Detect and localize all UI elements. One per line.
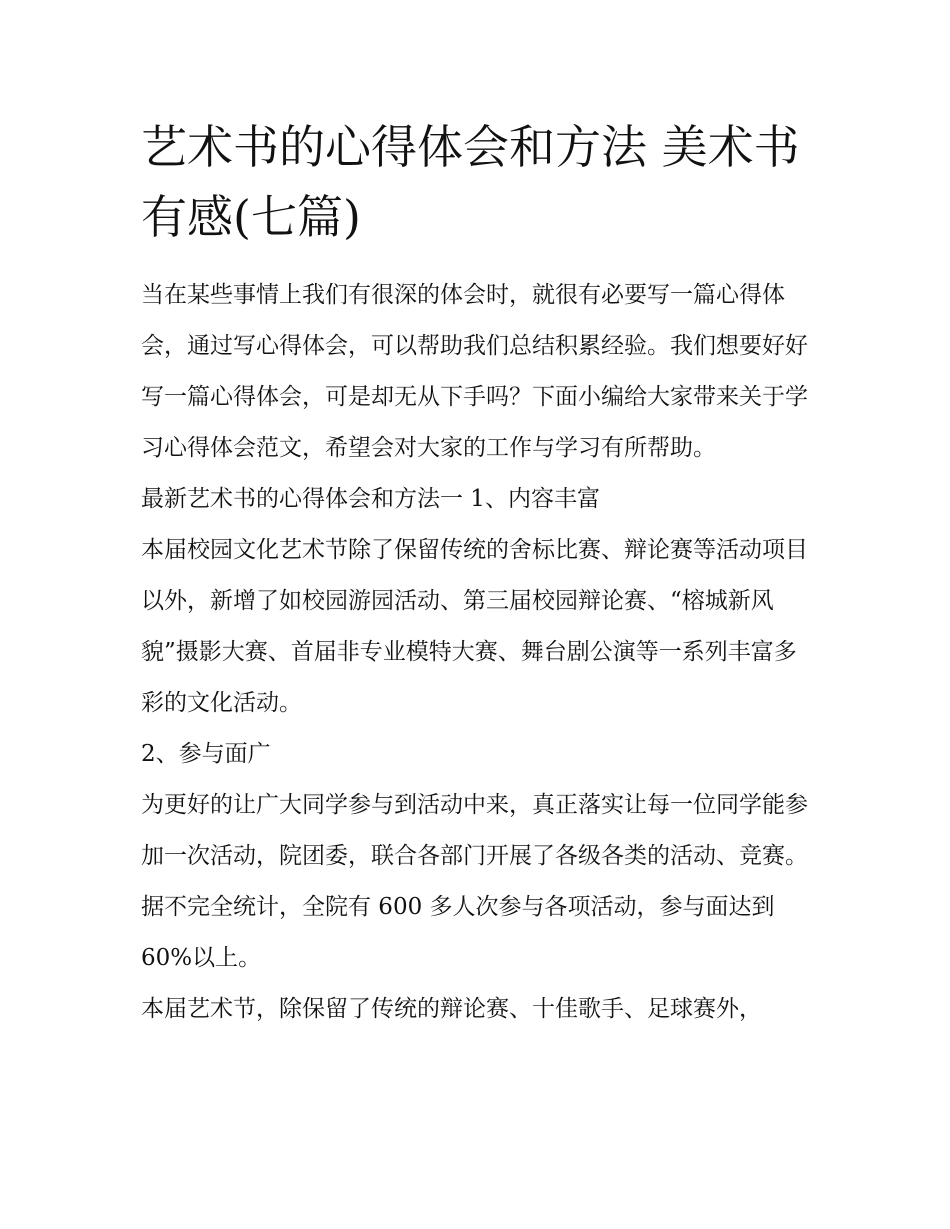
section-heading-2: 2、参与面广	[141, 741, 271, 767]
section-heading-1: 最新艺术书的心得体会和方法一 1、内容丰富	[141, 486, 600, 512]
content-paragraph-1: 本届校园文化艺术节除了保留传统的舍标比赛、辩论赛等活动项目以外，新增了如校园游园活动、第三届校园辩论赛、“榕城新风貌”摄影大赛、首届非专业模特大赛、舞台剧公演等一系列丰富多彩的文化活动。	[141, 537, 808, 716]
intro-paragraph: 当在某些事情上我们有很深的体会时，就很有必要写一篇心得体会，通过写心得体会，可以帮助我们总结积累经验。我们想要好好写一篇心得体会，可是却无从下手吗？下面小编给大家带来关于学习心得体会范文，希望会对大家的工作与学习有所帮助。	[141, 282, 808, 461]
document-page	[141, 112, 813, 1035]
document-title: 艺术书的心得体会和方法 美术书有感(七篇)	[141, 120, 800, 244]
document-body	[141, 270, 813, 1035]
content-paragraph-3: 本届艺术节，除保留了传统的辩论赛、十佳歌手、足球赛外，	[141, 996, 762, 1022]
content-paragraph-2: 为更好的让广大同学参与到活动中来，真正落实让每一位同学能参加一次活动，院团委，联合各部门开展了各级各类的活动、竞赛。据不完全统计，全院有 600 多人次参与各项活动，参与面达到 60%以上。	[141, 792, 808, 971]
